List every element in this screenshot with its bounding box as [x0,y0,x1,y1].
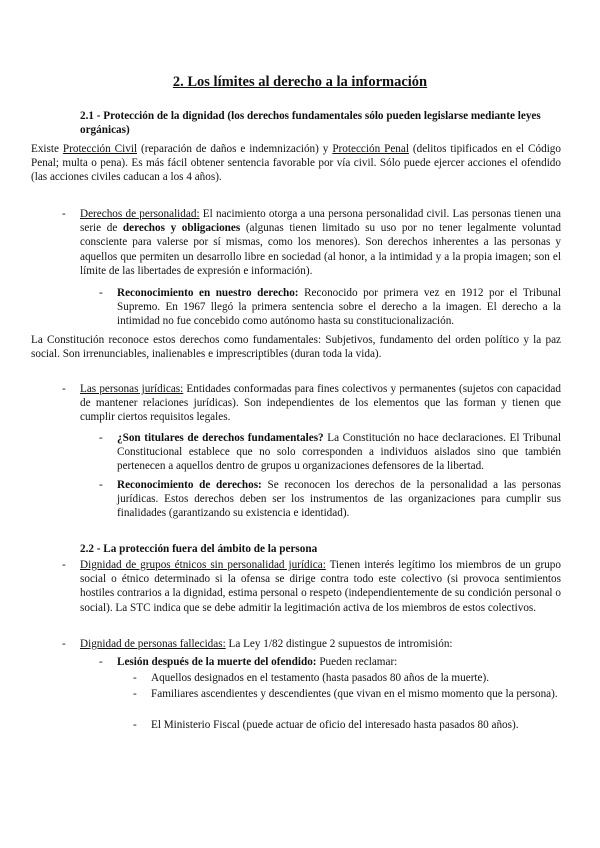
titulares-label: ¿Son titulares de derechos fundamentales? [117,432,324,444]
reconocimiento-derechos-label: Reconocimiento de derechos: [117,479,262,491]
constitucion-paragraph: La Constitución reconoce estos derechos como fundamentales: Subjetivos, fundamento del orden político y la paz social. Son irrenunciables, inalienables e imprescriptibles (duran toda la vida). [31,334,561,361]
juridicas-text: Entidades conformadas para fines colectivos y permanentes (sujetos con capacidad de mantener relaciones jurídicas). Son independientes de los elementos que las forman y tienen que cumplir ciertos requisitos legales. [80,383,561,424]
reconocimiento-text: Reconocido por primera vez en 1912 por el Tribunal Supremo. En 1967 llegó la primera sentencia sobre el derecho a la imagen. El derecho a la intimidad no fue concebido como autónomo hasta su constitucionalización. [117,287,561,328]
bullet-dash: - [133,719,137,731]
section-heading-2-2: 2.2 - La protección fuera del ámbito de la persona [80,543,318,555]
personalidad-label: Derechos de personalidad: [80,208,200,220]
personalidad-text-2: (algunas tienen limitado su uso por no tener legalmente voluntad consciente para valerse por sí mismas, como los menores). Son derechos inherentes a las personas y aquellos que permiten un desarrollo libre en sociedad (al honor, a la intimidad y a la propia imagen; son el límite de las libertades de expresión e información). [80,222,561,277]
reconocimiento-derechos-item [117,478,561,521]
reconocimiento-label: Reconocimiento en nuestro derecho: [117,287,299,299]
bullet-dash: - [133,672,137,684]
grupos-label: Dignidad de grupos étnicos sin personalidad jurídica: [80,559,326,571]
intro-paragraph [31,142,561,185]
lesion-label: Lesión después de la muerte del ofendido: [117,656,317,668]
personalidad-bold: derechos y obligaciones [122,222,241,235]
grupos-item [80,558,561,615]
bullet-dash: - [99,287,103,299]
bullet-dash: - [99,656,103,668]
bullet-dash: - [62,208,66,220]
reconocimiento-derechos-text: Se reconocen los derechos de la personalidad a las personas jurídicas. Estos derechos deben ser los instrumentos de las organizaciones para cumplir sus finalidades (garantizando su existencia e identidad). [117,479,561,520]
intro-text-3: (delitos tipificados en el Código Penal; multa o pena). Es más fácil obtener sentencia favorable por vía civil. Sólo puede ejercer acciones el ofendido (las acciones civiles caducan a los 4 años). [31,143,561,184]
lesion-item [117,655,561,669]
reconocimiento-item [117,286,561,329]
intro-text-1: Existe [31,143,63,155]
personalidad-item [80,207,561,278]
fallecidas-item [80,637,561,651]
fallecidas-label: Dignidad de personas fallecidas: [80,638,226,650]
lesion-text: Pueden reclamar: [316,656,398,668]
list-item: El Ministerio Fiscal (puede actuar de oficio del interesado hasta pasados 80 años). [151,719,519,731]
bullet-dash: - [62,638,66,650]
page-title: 2. Los límites al derecho a la información [172,74,428,90]
proteccion-civil-term: Protección Civil [62,143,138,155]
bullet-dash: - [99,479,103,491]
proteccion-penal-term: Protección Penal [332,143,409,155]
fallecidas-text: La Ley 1/82 distingue 2 supuestos de intromisión: [225,638,453,650]
juridicas-item [80,382,561,425]
titulares-item [117,431,561,474]
section-heading-2-1: 2.1 - Protección de la dignidad (los derechos fundamentales sólo pueden legislarse mediante leyes orgánicas) [80,110,541,137]
intro-text-2: (reparación de daños e indemnización) y [137,143,333,155]
bullet-dash: - [133,688,137,700]
bullet-dash: - [62,383,66,395]
list-item: Aquellos designados en el testamento (hasta pasados 80 años de la muerte). [151,672,490,684]
bullet-dash: - [99,432,103,444]
personalidad-text-1: El nacimiento otorga a una persona personalidad civil. Las personas tienen una serie de [80,208,561,235]
titulares-text: La Constitución no hace declaraciones. El Tribunal Constitucional establece que no solo corresponden a individuos aislados sino que también pertenecen a aquellos dentro de grupos u organizaciones defensores de la libertad. [117,432,561,473]
grupos-text: Tienen interés legítimo los miembros de un grupo social o étnico determinado si la ofensa se dirige contra todo este colectivo (si provoca sentimientos hostiles contrarios a la dignidad, estima personal o respeto (independientemente de su condición personal o social). La STC indica que se debe admitir la legitimación activa de los miembros de estos colectivos. [80,559,561,614]
list-item: Familiares ascendientes y descendientes (que vivan en el mismo momento que la persona). [151,688,558,700]
bullet-dash: - [62,559,66,571]
juridicas-label: Las personas jurídicas: [80,383,184,395]
